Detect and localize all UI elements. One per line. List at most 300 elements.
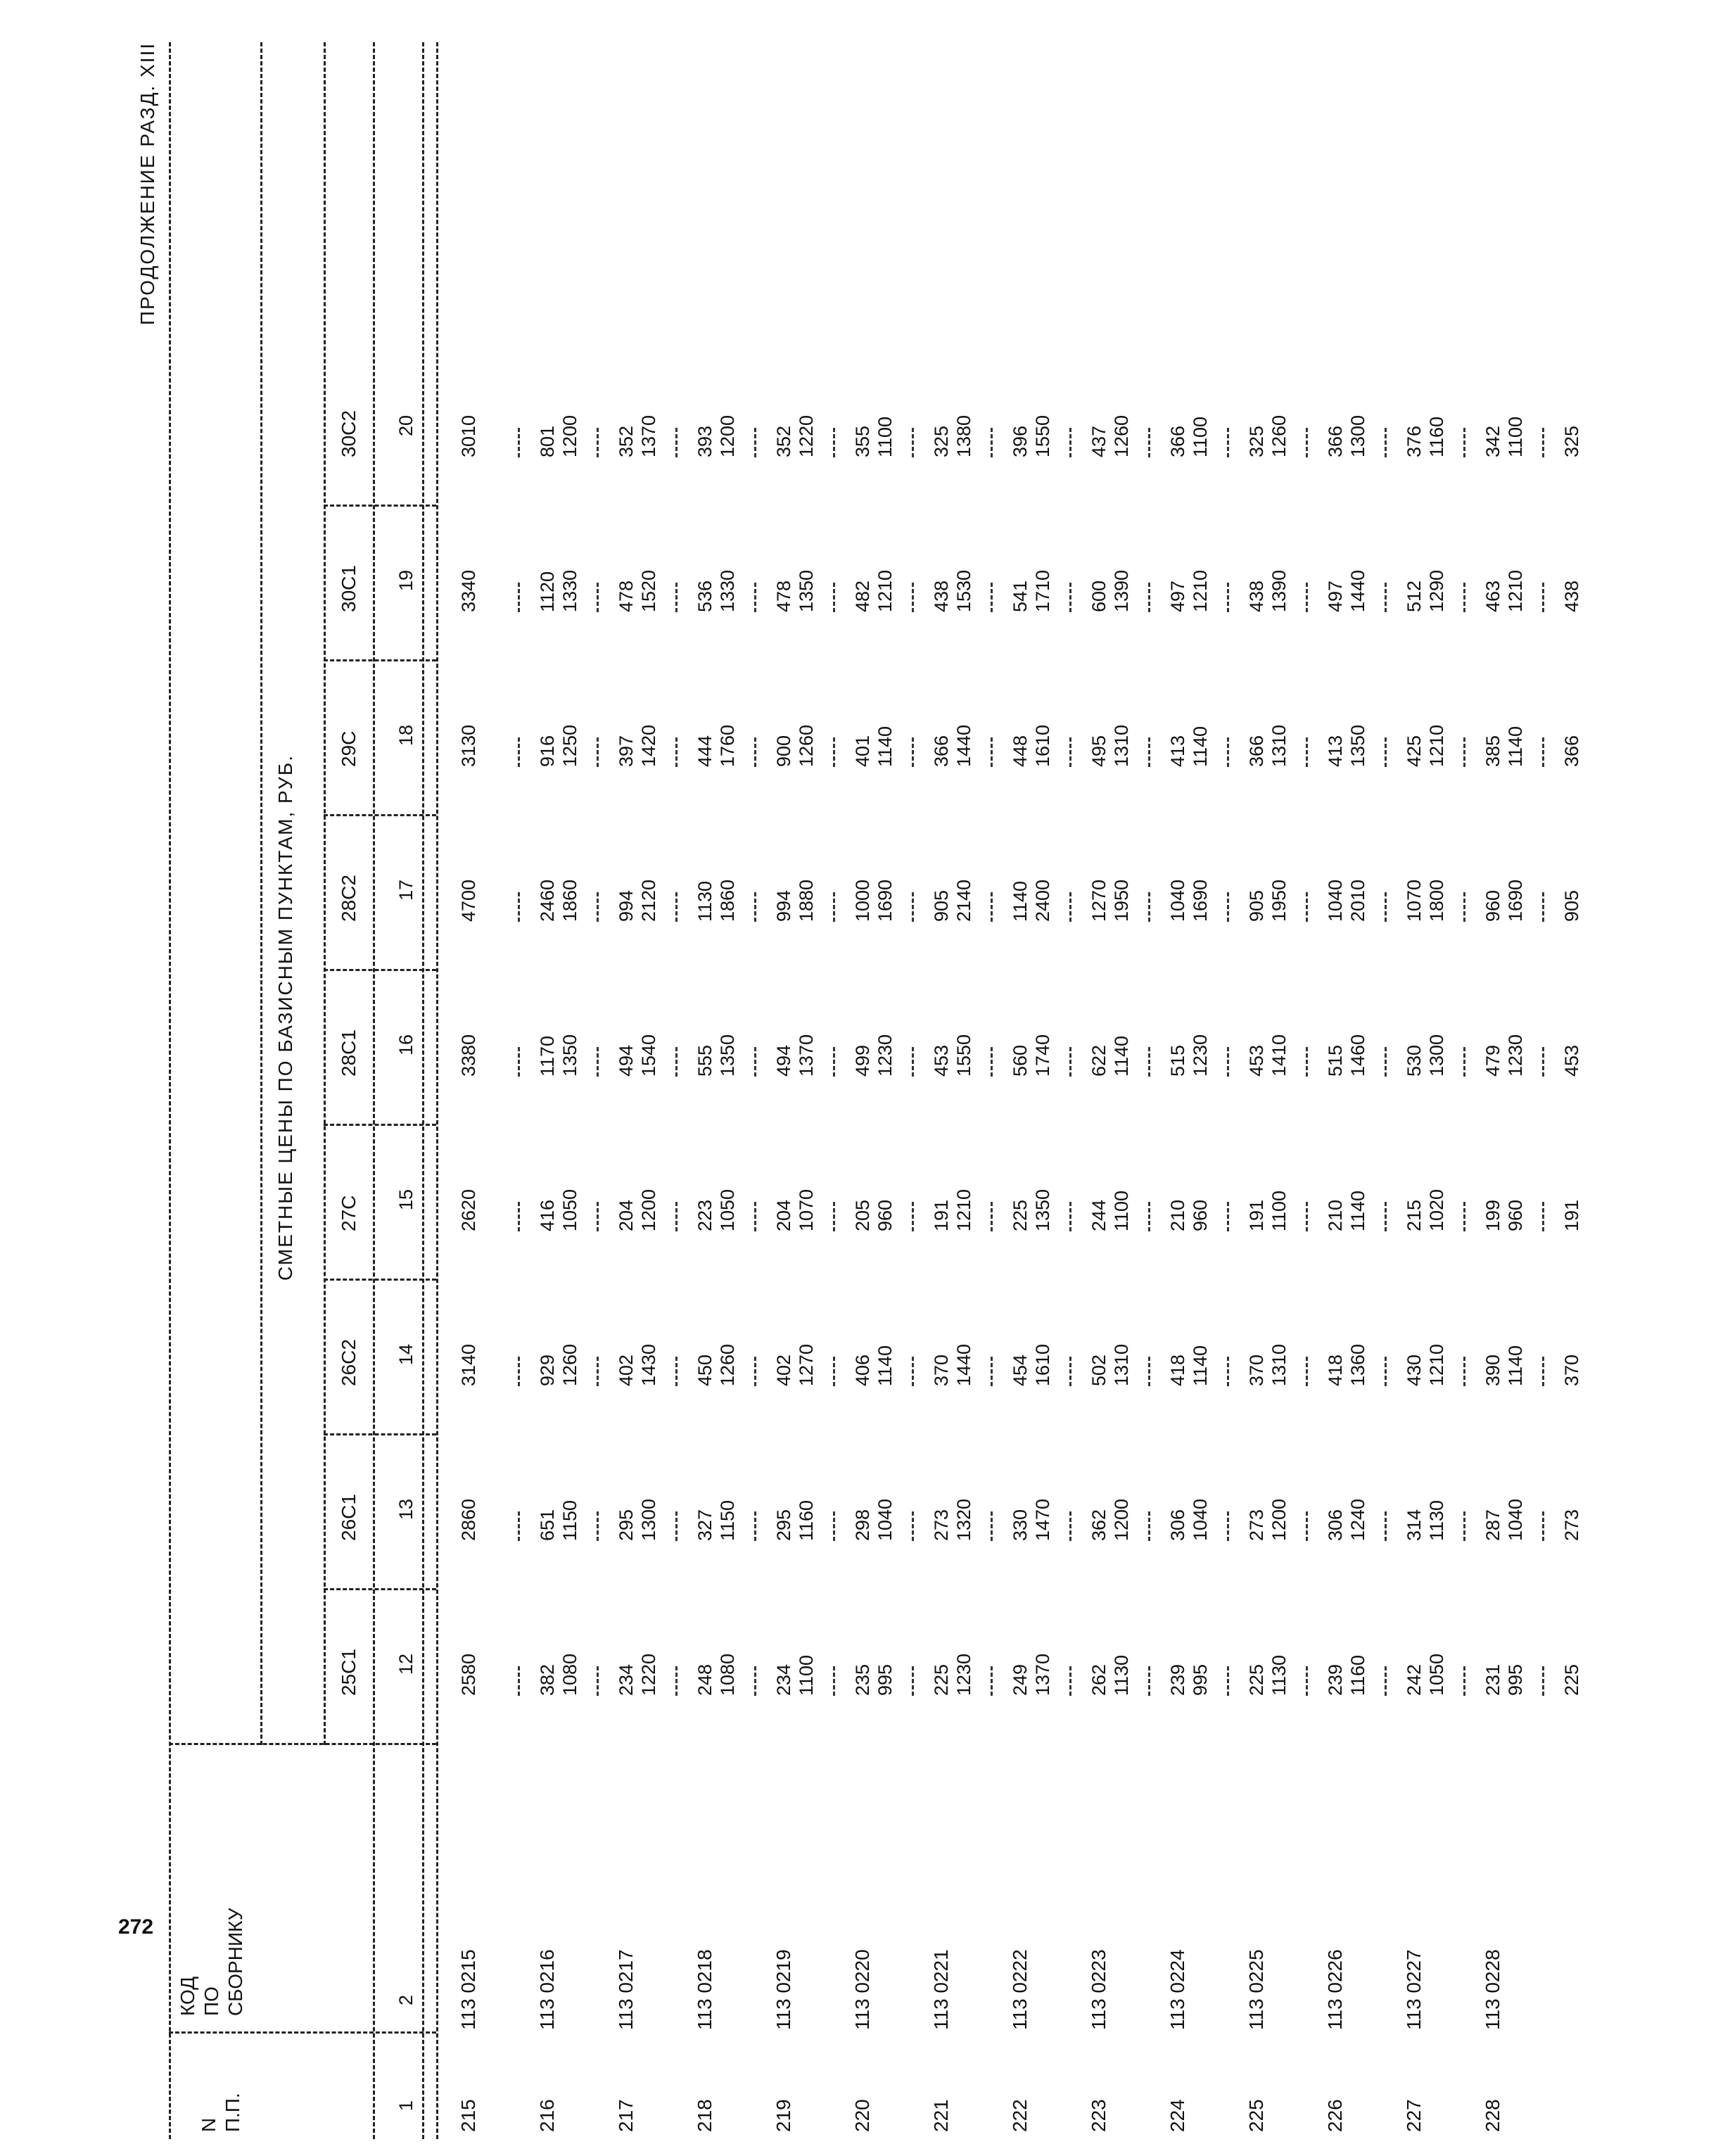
cell-separator — [1385, 1357, 1387, 1386]
header-col-separator — [324, 505, 436, 507]
row-number: 227 — [1403, 2099, 1425, 2132]
cell-separator — [1306, 1666, 1308, 1696]
cell-separator — [1148, 1047, 1150, 1077]
cell-separator — [1069, 1511, 1071, 1541]
price-value: 1370 — [638, 414, 659, 457]
price-cell — [1009, 1344, 1054, 1386]
cell-separator — [912, 1511, 914, 1541]
header-col-number: 12 — [395, 1653, 416, 1675]
cell-separator — [1385, 1047, 1387, 1077]
price-value: 497 — [1167, 580, 1188, 612]
price-value: 1140 — [1505, 725, 1526, 767]
price-cell — [772, 1500, 818, 1541]
price-value: 1210 — [953, 1188, 974, 1231]
price-value: 1690 — [1190, 879, 1211, 922]
cell-separator — [912, 1047, 914, 1077]
price-value: 1860 — [559, 879, 580, 922]
price-cell — [930, 880, 975, 922]
row-code: 113 0227 — [1403, 1949, 1425, 2030]
cell-separator — [1542, 583, 1544, 612]
header-n-label — [197, 2093, 245, 2132]
cell-separator — [518, 1511, 520, 1541]
price-value: 1470 — [1032, 1498, 1053, 1541]
price-value: 444 — [694, 735, 715, 767]
price-cell — [1166, 1200, 1211, 1231]
price-value: 438 — [931, 580, 952, 612]
header-col-separator — [169, 1743, 436, 1745]
price-cell — [930, 1034, 975, 1077]
price-value: 2860 — [458, 1498, 479, 1541]
price-value: 1200 — [559, 414, 580, 457]
table-row — [1560, 42, 1631, 2139]
cell-separator — [675, 737, 678, 767]
row-number: 228 — [1482, 2099, 1503, 2132]
header-col-separator — [324, 1433, 436, 1435]
price-value: 438 — [1561, 580, 1582, 612]
price-cell — [694, 1189, 739, 1231]
price-value: 1170 — [537, 1035, 558, 1077]
price-value: 418 — [1325, 1354, 1346, 1386]
table-row — [851, 42, 922, 2139]
cell-separator — [518, 583, 520, 612]
price-value: 327 — [694, 1509, 715, 1541]
price-value: 2460 — [537, 879, 558, 922]
table-row — [615, 42, 685, 2139]
header-point-name: 25С1 — [338, 1649, 360, 1696]
price-value: 1370 — [796, 1034, 817, 1077]
row-number: 220 — [851, 2099, 873, 2132]
cell-separator — [754, 737, 756, 767]
row-number: 217 — [615, 2099, 637, 2132]
price-value: 376 — [1404, 425, 1425, 457]
price-value: 1140 — [1190, 1345, 1211, 1386]
price-value: 1300 — [638, 1498, 659, 1541]
price-value: 366 — [1246, 735, 1267, 767]
price-value: 366 — [1167, 425, 1188, 457]
price-value: 416 — [537, 1199, 558, 1231]
cell-separator — [1227, 892, 1229, 922]
price-value: 1210 — [1426, 1343, 1447, 1386]
cell-separator — [912, 583, 914, 612]
header-col-number: 2 — [395, 1994, 416, 2005]
table-row — [1245, 42, 1316, 2139]
price-cell — [1166, 1499, 1211, 1541]
price-cell — [1403, 725, 1448, 767]
cell-separator — [912, 1666, 914, 1696]
price-value: 1760 — [717, 724, 738, 767]
price-value: 330 — [1010, 1509, 1031, 1541]
price-value: 463 — [1482, 580, 1503, 612]
price-cell — [536, 415, 581, 457]
cell-separator — [1463, 583, 1465, 612]
price-value: 362 — [1088, 1509, 1109, 1541]
cell-separator — [1306, 737, 1308, 767]
price-value: 314 — [1404, 1509, 1425, 1541]
cell-separator — [1069, 737, 1071, 767]
price-cell — [1482, 726, 1527, 767]
header-rule — [373, 42, 375, 2139]
price-cell — [772, 880, 818, 922]
price-value: 1300 — [1426, 1034, 1447, 1077]
cell-separator — [1542, 1666, 1544, 1696]
price-value: 370 — [1561, 1354, 1582, 1386]
price-value: 994 — [616, 889, 637, 922]
price-value: 1100 — [1268, 1190, 1290, 1231]
price-value: 1260 — [1268, 414, 1290, 457]
cell-separator — [754, 1511, 756, 1541]
cell-separator — [1069, 1202, 1071, 1231]
price-cell — [615, 1499, 660, 1541]
price-value: 1230 — [874, 1034, 896, 1077]
price-cell — [1324, 1191, 1369, 1231]
cell-separator — [518, 428, 520, 457]
cell-separator — [1227, 1047, 1229, 1077]
header-point-name: 30С2 — [338, 410, 360, 457]
price-value: 366 — [931, 735, 952, 767]
header-rule — [260, 42, 262, 1745]
price-value: 244 — [1088, 1199, 1109, 1231]
price-cell — [1245, 415, 1290, 457]
price-value: 273 — [931, 1509, 952, 1541]
cell-separator — [1463, 892, 1465, 922]
price-value: 536 — [694, 580, 715, 612]
price-value: 273 — [1246, 1509, 1267, 1541]
header-point-name: 26С1 — [338, 1494, 360, 1541]
price-value: 1440 — [1347, 569, 1368, 612]
cell-separator — [833, 428, 835, 457]
cell-separator — [675, 1047, 678, 1077]
row-number: 215 — [457, 2099, 479, 2132]
price-value: 1130 — [1426, 1499, 1447, 1541]
header-col-number: 16 — [395, 1034, 416, 1055]
price-value: 413 — [1167, 735, 1188, 767]
price-cell — [457, 415, 480, 457]
price-value: 2120 — [638, 879, 659, 922]
price-value: 1690 — [1505, 879, 1526, 922]
price-cell — [772, 415, 818, 457]
cell-separator — [675, 428, 678, 457]
price-value: 1230 — [1190, 1034, 1211, 1077]
price-cell — [930, 1499, 975, 1541]
price-cell — [851, 1200, 896, 1231]
price-value: 453 — [1561, 1044, 1582, 1077]
price-cell — [772, 1344, 818, 1386]
price-value: 453 — [931, 1044, 952, 1077]
price-value: 204 — [616, 1199, 637, 1231]
cell-separator — [1306, 1202, 1308, 1231]
price-cell — [1088, 415, 1133, 457]
price-value: 1200 — [638, 1188, 659, 1231]
price-value: 960 — [1190, 1199, 1211, 1231]
price-value: 1350 — [559, 1034, 580, 1077]
price-value: 1050 — [1426, 1653, 1447, 1696]
price-value: 306 — [1167, 1509, 1188, 1541]
cell-separator — [1542, 1047, 1544, 1077]
cell-separator — [833, 1666, 835, 1696]
price-value: 1000 — [852, 879, 873, 922]
cell-separator — [1069, 892, 1071, 922]
price-cell — [772, 1655, 818, 1696]
cell-separator — [1148, 892, 1150, 922]
cell-separator — [754, 1357, 756, 1386]
cell-separator — [1306, 428, 1308, 457]
table-row — [536, 42, 606, 2139]
header-code-line2: ПО — [201, 1986, 222, 2016]
price-cell — [694, 1034, 739, 1077]
price-cell — [772, 1189, 818, 1231]
price-cell — [694, 415, 739, 457]
price-value: 2010 — [1347, 879, 1368, 922]
price-value: 515 — [1325, 1044, 1346, 1077]
price-value: 402 — [616, 1354, 637, 1386]
cell-separator — [597, 428, 599, 457]
price-value: 1080 — [559, 1653, 580, 1696]
cell-separator — [991, 1511, 993, 1541]
cell-separator — [1148, 1511, 1150, 1541]
price-value: 1350 — [1347, 724, 1368, 767]
price-value: 437 — [1088, 425, 1109, 457]
cell-separator — [518, 1047, 520, 1077]
row-number: 221 — [930, 2099, 952, 2132]
price-cell — [536, 1654, 581, 1696]
price-cell — [1560, 1355, 1583, 1386]
row-code: 113 0215 — [457, 1949, 479, 2030]
price-cell — [1166, 1664, 1211, 1696]
price-cell — [1245, 1191, 1290, 1231]
price-value: 325 — [1246, 425, 1267, 457]
price-value: 1070 — [796, 1188, 817, 1231]
price-cell — [536, 725, 581, 767]
cell-separator — [912, 737, 914, 767]
price-value: 1270 — [1088, 879, 1109, 922]
price-cell — [772, 570, 818, 612]
price-value: 905 — [1561, 889, 1582, 922]
price-cell — [457, 1654, 480, 1696]
cell-separator — [912, 1357, 914, 1386]
price-value: 199 — [1482, 1199, 1503, 1231]
price-cell — [1009, 1189, 1054, 1231]
cell-separator — [1227, 428, 1229, 457]
price-cell — [1560, 1509, 1583, 1541]
price-cell — [930, 725, 975, 767]
price-value: 393 — [694, 425, 715, 457]
price-value: 1040 — [1190, 1498, 1211, 1541]
price-cell — [1245, 570, 1290, 612]
price-cell — [851, 1499, 896, 1541]
header-col-separator — [324, 1588, 436, 1590]
cell-separator — [1542, 1202, 1544, 1231]
price-value: 396 — [1010, 425, 1031, 457]
price-value: 370 — [1246, 1354, 1267, 1386]
cell-separator — [1227, 1666, 1229, 1696]
row-number: 219 — [772, 2099, 794, 2132]
header-rule — [169, 42, 171, 2139]
price-value: 1160 — [1347, 1654, 1368, 1696]
cell-separator — [833, 583, 835, 612]
cell-separator — [1463, 737, 1465, 767]
price-value: 1260 — [1111, 414, 1132, 457]
price-value: 239 — [1167, 1663, 1188, 1696]
cell-separator — [1542, 892, 1544, 922]
price-value: 482 — [852, 580, 873, 612]
price-cell — [851, 417, 896, 457]
price-value: 210 — [1325, 1199, 1346, 1231]
cell-separator — [991, 892, 993, 922]
price-cell — [1482, 1664, 1527, 1696]
price-value: 205 — [852, 1199, 873, 1231]
price-value: 1050 — [717, 1188, 738, 1231]
cell-separator — [1227, 1202, 1229, 1231]
price-value: 1550 — [953, 1034, 974, 1077]
price-value: 960 — [1482, 889, 1503, 922]
cell-separator — [833, 1047, 835, 1077]
cell-separator — [597, 1047, 599, 1077]
price-value: 385 — [1482, 735, 1503, 767]
price-cell — [851, 570, 896, 612]
price-value: 1230 — [953, 1653, 974, 1696]
table-row — [1324, 42, 1394, 2139]
price-cell — [1324, 1499, 1369, 1541]
price-value: 1040 — [874, 1498, 896, 1541]
price-value: 1430 — [638, 1343, 659, 1386]
price-value: 1370 — [1032, 1653, 1053, 1696]
price-value: 223 — [694, 1199, 715, 1231]
price-value: 191 — [931, 1199, 952, 1231]
price-cell — [615, 1654, 660, 1696]
price-value: 1610 — [1032, 724, 1053, 767]
cell-separator — [675, 1511, 678, 1541]
row-code: 113 0220 — [851, 1949, 873, 2030]
price-value: 234 — [773, 1663, 794, 1696]
cell-separator — [991, 1202, 993, 1231]
cell-separator — [1148, 1202, 1150, 1231]
price-value: 1290 — [1426, 569, 1447, 612]
price-value: 1320 — [953, 1498, 974, 1541]
price-value: 2580 — [458, 1653, 479, 1696]
price-value: 1100 — [1190, 416, 1211, 457]
price-value: 352 — [616, 425, 637, 457]
row-code: 113 0224 — [1166, 1949, 1188, 2030]
price-cell — [1166, 570, 1211, 612]
price-value: 1310 — [1268, 1343, 1290, 1386]
price-value: 397 — [616, 735, 637, 767]
price-value: 248 — [694, 1663, 715, 1696]
price-value: 905 — [1246, 889, 1267, 922]
price-value: 1260 — [717, 1343, 738, 1386]
price-value: 1310 — [1111, 1343, 1132, 1386]
row-code: 113 0223 — [1088, 1949, 1109, 2030]
price-value: 479 — [1482, 1044, 1503, 1077]
header-rule — [436, 42, 438, 2139]
price-value: 249 — [1010, 1663, 1031, 1696]
price-value: 497 — [1325, 580, 1346, 612]
row-number: 218 — [694, 2099, 715, 2132]
cell-separator — [1385, 1666, 1387, 1696]
price-cell — [1088, 570, 1133, 612]
price-value: 1100 — [1111, 1190, 1132, 1231]
price-cell — [1245, 1034, 1290, 1077]
cell-separator — [518, 1202, 520, 1231]
price-value: 1070 — [1404, 879, 1425, 922]
price-value: 1330 — [717, 569, 738, 612]
price-value: 342 — [1482, 425, 1503, 457]
price-value: 2620 — [458, 1188, 479, 1231]
price-cell — [1166, 880, 1211, 922]
price-value: 215 — [1404, 1199, 1425, 1231]
header-rule — [324, 42, 326, 1745]
cell-separator — [1542, 1357, 1544, 1386]
price-value: 651 — [537, 1509, 558, 1541]
price-value: 402 — [773, 1354, 794, 1386]
price-value: 502 — [1088, 1354, 1109, 1386]
row-number: 223 — [1088, 2099, 1109, 2132]
header-col-number: 19 — [395, 569, 416, 591]
table-row — [930, 42, 1000, 2139]
price-cell — [1088, 1655, 1133, 1696]
cell-separator — [1463, 428, 1465, 457]
price-value: 1740 — [1032, 1034, 1053, 1077]
price-value: 960 — [874, 1199, 896, 1231]
price-cell — [536, 570, 581, 612]
cell-separator — [1385, 892, 1387, 922]
price-cell — [1482, 417, 1527, 457]
price-value: 1200 — [1111, 1498, 1132, 1541]
cell-separator — [1227, 737, 1229, 767]
price-cell — [1009, 1034, 1054, 1077]
price-value: 495 — [1088, 735, 1109, 767]
price-cell — [1088, 1191, 1133, 1231]
price-value: 1950 — [1111, 879, 1132, 922]
price-value: 1130 — [694, 880, 715, 922]
price-cell — [536, 1189, 581, 1231]
table-row — [1088, 42, 1158, 2139]
price-value: 1350 — [796, 569, 817, 612]
price-cell — [930, 1344, 975, 1386]
price-value: 1440 — [953, 1343, 974, 1386]
price-cell — [930, 1654, 975, 1696]
header-col-separator — [324, 659, 436, 661]
price-value: 1140 — [1190, 725, 1211, 767]
price-value: 1120 — [537, 571, 558, 612]
row-number: 216 — [536, 2099, 558, 2132]
header-col-number: 13 — [395, 1498, 416, 1520]
row-number: 226 — [1324, 2099, 1346, 2132]
cell-separator — [912, 428, 914, 457]
price-cell — [772, 1034, 818, 1077]
cell-separator — [912, 892, 914, 922]
price-value: 1390 — [1268, 569, 1290, 612]
price-cell — [1403, 1654, 1448, 1696]
price-value: 273 — [1561, 1509, 1582, 1541]
price-value: 370 — [931, 1354, 952, 1386]
price-value: 295 — [616, 1509, 637, 1541]
cell-separator — [833, 1357, 835, 1386]
price-cell — [1324, 1344, 1369, 1386]
price-cell — [1403, 417, 1448, 457]
price-value: 234 — [616, 1663, 637, 1696]
cell-separator — [675, 1357, 678, 1386]
price-value: 1800 — [1426, 879, 1447, 922]
page-number: 272 — [118, 1915, 154, 1939]
price-value: 1210 — [1190, 569, 1211, 612]
price-value: 1250 — [559, 724, 580, 767]
cell-separator — [675, 583, 678, 612]
header-group-title: СМЕТНЫЕ ЦЕНЫ ПО БАЗИСНЫМ ПУНКТАМ, РУБ. — [274, 754, 296, 1281]
price-value: 2400 — [1032, 879, 1053, 922]
price-value: 191 — [1246, 1199, 1267, 1231]
price-value: 1130 — [1111, 1654, 1132, 1696]
price-value: 1520 — [638, 569, 659, 612]
